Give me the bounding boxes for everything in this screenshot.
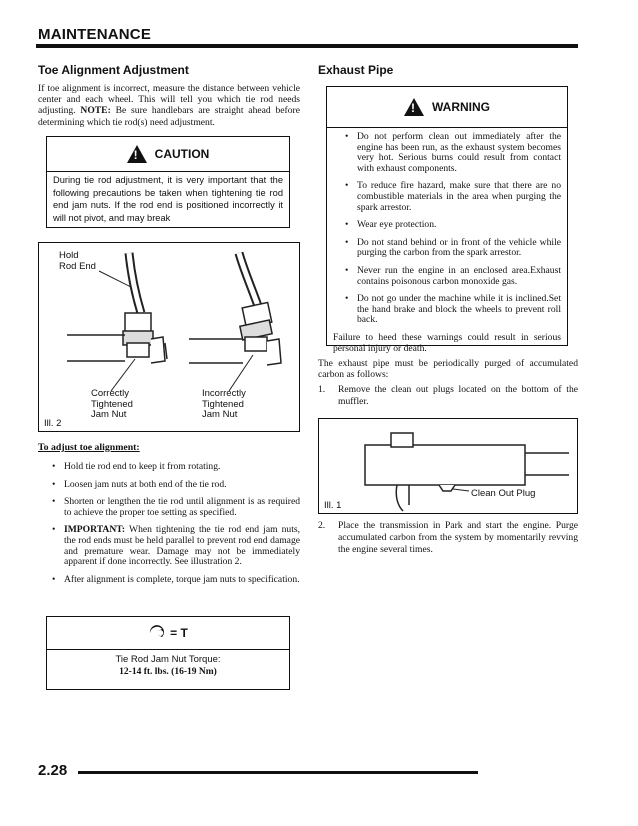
- ill-1-label: Ill. 1: [324, 500, 342, 511]
- torque-label: Tie Rod Jam Nut Torque:: [115, 654, 221, 665]
- exhaust-step-2: [318, 520, 578, 556]
- note-label: NOTE:: [80, 105, 111, 117]
- procedure-step: • Hold tie rod end to keep it from rotating.: [52, 462, 300, 473]
- procedure-step: • After alignment is complete, torque jam nuts to specification.: [52, 575, 300, 586]
- muffler-figure: [318, 418, 578, 514]
- warning-body: [327, 127, 567, 354]
- ill-2-label: Ill. 2: [44, 418, 62, 429]
- tie-rod-figure: [38, 242, 300, 432]
- caution-box: [46, 136, 290, 228]
- step-text: Place the transmission in Park and start the engine. Purge accumulated carbon from the system by momentarily revving the engine several times.: [338, 520, 578, 555]
- warning-item: • Wear eye protection.: [345, 220, 561, 231]
- procedure-step: • Loosen jam nuts at both end of the tie rod.: [52, 480, 300, 491]
- toe-alignment-intro: [38, 83, 300, 128]
- page-section-title: MAINTENANCE: [38, 26, 152, 43]
- warning-item: • Do not go under the machine while it is inclined.Set the hand brake and block the wheels to prevent roll back.: [345, 294, 561, 326]
- caution-icon: !: [127, 145, 147, 163]
- exhaust-intro: The exhaust pipe must be periodically purged of accumulated carbon as follows:: [318, 358, 578, 381]
- exhaust-step: [318, 520, 578, 556]
- torque-box: [46, 616, 290, 690]
- muffler-drawing: [319, 419, 579, 515]
- procedure-step: • Shorten or lengthen the tie rod until alignment is as required to achieve the proper toe setting as specified.: [52, 497, 300, 518]
- step-text: Remove the clean out plugs located on the bottom of the muffler.: [338, 384, 578, 407]
- step-number: 2.: [318, 520, 326, 531]
- toe-alignment-title: Toe Alignment Adjustment: [38, 63, 189, 77]
- header-rule: [36, 44, 578, 48]
- procedure-step-important: [52, 525, 300, 567]
- procedure-title: To adjust toe alignment:: [38, 442, 140, 453]
- warning-footer: Failure to heed these warnings could result in serious personal injury or death.: [333, 331, 561, 355]
- warning-item: • Do not perform clean out immediately after the engine has been run, as the exhaust system becomes very hot. Serious burns could result from contact with exhaust components.: [345, 132, 561, 174]
- warning-icon: !: [404, 98, 424, 116]
- warning-list: [333, 132, 561, 326]
- exhaust-step-1: [318, 384, 578, 408]
- torque-wrench-icon: [148, 624, 164, 642]
- exhaust-step: [318, 384, 578, 408]
- procedure-list: [52, 462, 300, 592]
- caution-heading: CAUTION: [154, 147, 210, 161]
- incorrect-label: Incorrectly Tightened Jam Nut: [202, 388, 246, 420]
- caution-text: During tie rod adjustment, it is very important that the following precautions be taken when tightening tie rod end jam nuts. If the rod end is positioned incorrectly it will not pivot, and may break: [47, 171, 289, 226]
- page-number: 2.28: [38, 762, 68, 779]
- important-text: When tightening the tie rod end jam nuts, the rod ends must be held parallel to prevent rod end damage and premature wear. Damage may not be immediately apparent if done incorrectly. See illustration 2.: [64, 524, 300, 568]
- important-label: IMPORTANT:: [64, 524, 126, 536]
- caution-header: [47, 137, 289, 171]
- torque-value: 12-14 ft. lbs. (16-19 Nm): [119, 667, 217, 677]
- intro-text: If toe alignment is incorrect, measure the distance between vehicle center and each wheel. This will tell you which tie rod needs adjusting.: [38, 83, 300, 117]
- note-text: Be sure handlebars are straight ahead before determining which tie rod(s) need adjustment.: [38, 105, 300, 128]
- hold-label: Hold Rod End: [59, 250, 96, 272]
- torque-header: [47, 617, 289, 649]
- clean-out-plug-label: Clean Out Plug: [471, 488, 536, 499]
- warning-box: [326, 86, 568, 355]
- warning-item: • Do not stand behind or in front of the vehicle while purging the carbon from the spark arrestor.: [345, 238, 561, 259]
- footer-rule: [78, 771, 478, 774]
- correct-label: Correctly Tightened Jam Nut: [91, 388, 133, 420]
- warning-header: [327, 87, 567, 127]
- torque-symbol-text: = T: [170, 626, 188, 640]
- warning-item: • Never run the engine in an enclosed area.Exhaust contains poisonous carbon monoxide gas.: [345, 266, 561, 287]
- warning-heading: WARNING: [432, 100, 490, 114]
- step-number: 1.: [318, 384, 326, 395]
- exhaust-pipe-title: Exhaust Pipe: [318, 63, 394, 77]
- torque-body: [47, 649, 289, 678]
- warning-item: • To reduce fire hazard, make sure that there are no combustible materials in the area when purging the spark arrestor.: [345, 181, 561, 213]
